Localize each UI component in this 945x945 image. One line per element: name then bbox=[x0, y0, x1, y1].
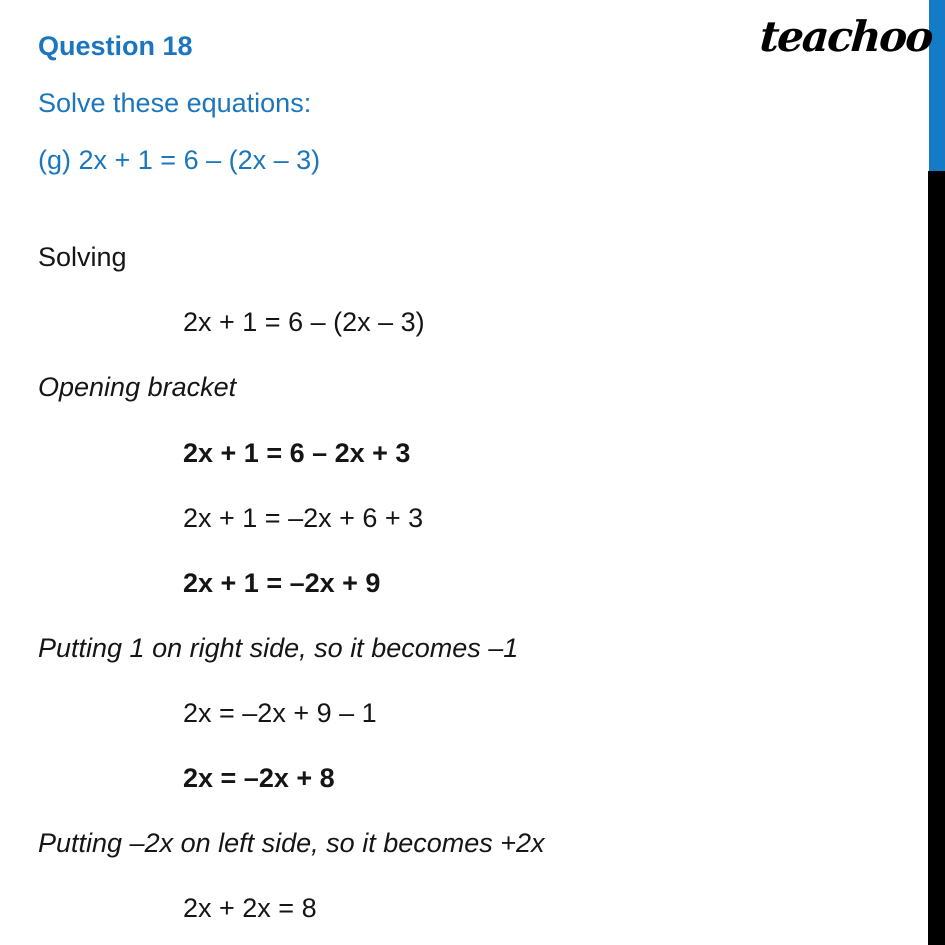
step-note-putting-1: Putting 1 on right side, so it becomes –1 bbox=[38, 633, 519, 663]
equation-given: 2x + 1 = 6 – (2x – 3) bbox=[183, 307, 425, 337]
question-number-heading: Question 18 bbox=[38, 31, 193, 61]
equation-step-4: 2x = –2x + 9 – 1 bbox=[183, 698, 377, 728]
equation-step-6: 2x + 2x = 8 bbox=[183, 893, 317, 923]
equation-step-3: 2x + 1 = –2x + 9 bbox=[183, 568, 381, 598]
equation-step-2: 2x + 1 = –2x + 6 + 3 bbox=[183, 503, 424, 533]
step-note-putting-2x: Putting –2x on left side, so it becomes +2x bbox=[38, 828, 545, 858]
step-note-opening-bracket: Opening bracket bbox=[38, 372, 237, 402]
equation-step-1: 2x + 1 = 6 – 2x + 3 bbox=[183, 438, 411, 468]
equation-step-5: 2x = –2x + 8 bbox=[183, 763, 335, 793]
teachoo-logo: teachoo bbox=[758, 12, 934, 61]
question-prompt: Solve these equations: bbox=[38, 88, 312, 118]
solving-label: Solving bbox=[38, 242, 127, 272]
question-equation: (g) 2x + 1 = 6 – (2x – 3) bbox=[38, 145, 321, 175]
right-edge-black-bar bbox=[928, 171, 945, 945]
